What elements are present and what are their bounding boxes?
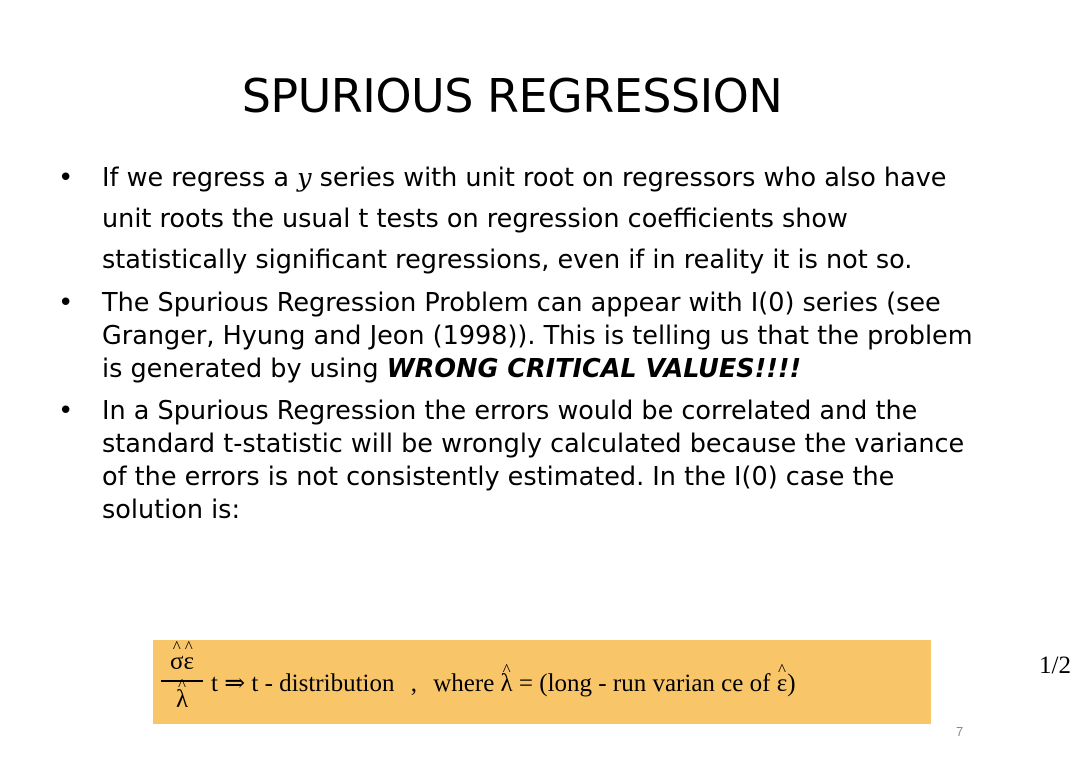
formula-expression [211, 666, 796, 702]
where-text: where [433, 670, 495, 697]
emphasis-text: WRONG CRITICAL VALUES!!!! [386, 354, 802, 384]
comma: , [410, 670, 417, 697]
bullet-icon: • [58, 163, 74, 193]
bullet-icon: • [58, 288, 74, 318]
slide-number: 7 [956, 724, 964, 739]
t-symbol: t [211, 670, 218, 697]
bullet-icon: • [58, 396, 74, 426]
bullet-item [58, 287, 978, 386]
close-paren: ) [787, 670, 796, 697]
long-run-variance-text: (long - run varian ce of [539, 670, 771, 697]
epsilon-hat: ^ ε [183, 646, 194, 678]
implies-arrow: ⇒ [224, 670, 246, 697]
bullet-item [58, 395, 978, 527]
lambda-hat: ^ λ [176, 682, 188, 718]
bullet-item [58, 158, 978, 281]
bullet-text: In a Spurious Regression the errors would be correlated and the standard t-statistic will be wrongly calculated because the variance of the errors is not consistently estimated. In the I(0) case the solution is: [102, 396, 965, 525]
epsilon-hat: ^ ε [777, 666, 788, 702]
bullet-list [58, 158, 978, 527]
sigma-hat: ^ σ [170, 646, 183, 678]
exponent: 1/2 [1039, 652, 1071, 679]
equals-sign: = [518, 670, 534, 697]
lambda-hat: ^ λ [501, 666, 513, 702]
t-distribution-text: t - distribution [251, 670, 395, 697]
formula-box [153, 640, 1071, 724]
bullet-text: The Spurious Regression Problem can appear with I(0) series (see Granger, Hyung and Jeon (1998)). This is telling us that the problem is generated by using [102, 288, 973, 384]
fraction-denominator [159, 682, 205, 718]
bullet-text-start: If we regress a [102, 163, 298, 193]
bullet-text-end: series with unit root on regressors who also have unit roots the usual t tests on regression coefficients show statistically significant regressions, even if in reality it is not so. [102, 163, 947, 275]
fraction [159, 646, 205, 718]
y-variable: y [297, 163, 312, 193]
slide-title: SPURIOUS REGRESSION [241, 69, 783, 123]
